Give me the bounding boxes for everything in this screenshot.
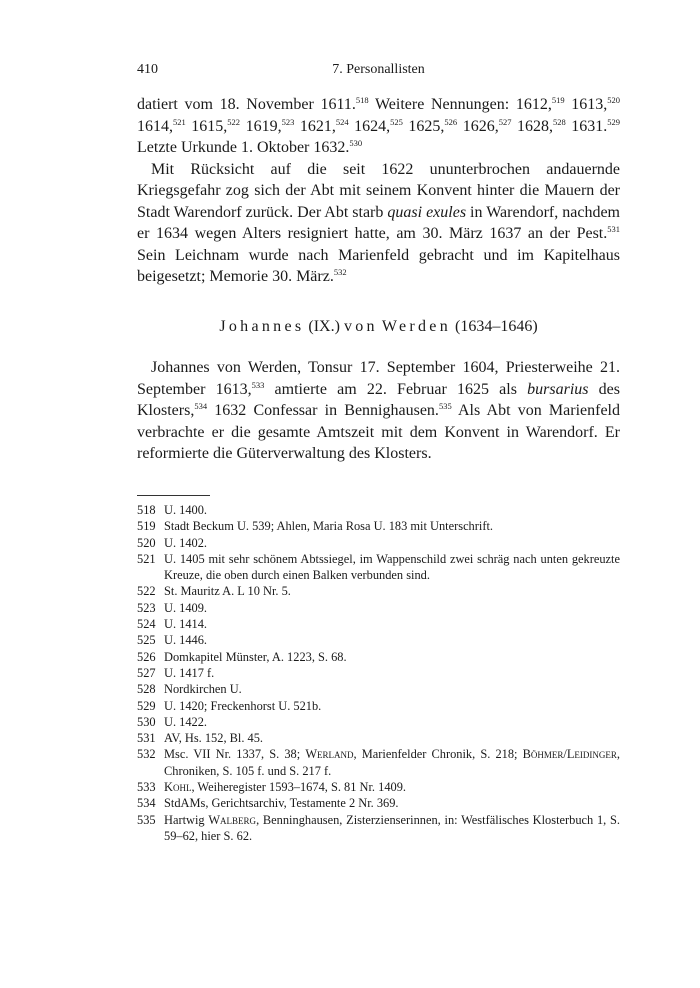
italic-term: bursarius: [527, 380, 589, 398]
footnote: [137, 665, 620, 681]
text-run: 1631.: [565, 117, 608, 135]
text-run: 1624,: [348, 117, 391, 135]
footnote-number: 520: [137, 535, 156, 550]
footnote: [137, 746, 620, 779]
text-run: Weitere Nennungen: 1612,: [368, 96, 552, 113]
text-run: Sein Leichnam wurde nach Marienfeld gebracht und im Kapitelhaus beigesetzt; Memorie 30. März.: [137, 246, 620, 285]
footnote-ref: 531: [607, 224, 620, 234]
footnote: [137, 535, 620, 551]
footnote-text: U. 1405 mit sehr schönem Abtssiegel, im Wappenschild zwei schräg nach unten gekreuzte Kreuze, die oben durch einen Balken verbunden sind.: [164, 551, 620, 583]
footnote: [137, 616, 620, 632]
paragraph-3: [137, 357, 620, 465]
italic-term: quasi exules: [387, 203, 467, 221]
footnote-text: St. Mauritz A. L 10 Nr. 5.: [164, 584, 291, 599]
text-run: , Weiheregister 1593–1674, S. 81 Nr. 1409.: [191, 780, 407, 795]
footnotes: [137, 502, 620, 844]
footnote: [137, 551, 620, 584]
footnote-number: 524: [137, 617, 156, 632]
text-run: Letzte Urkunde 1. Oktober 1632.: [137, 139, 350, 156]
footnote-ref: 520: [607, 95, 621, 105]
footnote-text: U. 1414.: [164, 617, 208, 632]
footnote-number: 535: [137, 812, 156, 827]
page-header: [137, 62, 620, 82]
text-run: Als Abt von Marienfeld verbrachte er die gesamte Amtszeit mit dem Konvent in Warendorf. Er reformierte die Güterverwaltung des Klosters.: [137, 402, 620, 462]
footnote: [137, 681, 620, 697]
footnote-text: U. 1420; Freckenhorst U. 521b.: [164, 698, 322, 713]
footnote-number: 534: [137, 796, 156, 811]
footnote-text: U. 1402.: [164, 535, 208, 550]
footnote-ref: 518: [355, 95, 369, 105]
footnote: [137, 632, 620, 648]
text-run: , Marienfelder Chronik, S. 218;: [353, 747, 523, 762]
footnote: [137, 502, 620, 518]
footnote-ref: 534: [194, 401, 208, 411]
footnote-number: 527: [137, 665, 156, 680]
footnote-number: 533: [137, 780, 156, 795]
footnote-divider: [137, 495, 210, 496]
text-run: in Warendorf, nachdem er 1634 wegen Alters resigniert hatte, am 30. März 1637 an der Pest.: [137, 203, 620, 242]
running-title: 7. Personallisten: [332, 62, 425, 77]
text-run: 1614,: [137, 117, 173, 135]
heading-surname: Werden: [381, 318, 451, 335]
footnote-number: 528: [137, 682, 156, 697]
footnote-number: 530: [137, 714, 156, 729]
footnote-ref: 526: [444, 116, 458, 127]
footnote-text: [164, 812, 620, 845]
footnote-text: U. 1400.: [164, 503, 208, 517]
footnote-number: 531: [137, 731, 156, 746]
author-name: Kohl: [164, 780, 192, 795]
footnote: [137, 730, 620, 746]
author-name: Walberg: [208, 812, 257, 827]
text-run: Mit Rücksicht auf die seit 1622 ununterbrochen andauernde Kriegsgefahr zog sich der Abt mit seinem Konvent hinter die Mauern der Stadt Warendorf zurück. Der Abt starb: [137, 160, 620, 221]
footnote-number: 521: [137, 551, 156, 566]
footnote-ref: 530: [349, 138, 363, 148]
footnote-ref: 528: [552, 116, 566, 127]
heading-name: Johannes: [219, 318, 305, 335]
footnote-text: [164, 779, 620, 795]
footnote: [137, 714, 620, 730]
footnote-text: AV, Hs. 152, Bl. 45.: [164, 731, 264, 746]
text-run: amtierte am 22. Februar 1625 als: [264, 380, 528, 398]
footnote: [137, 518, 620, 534]
footnote-text: Domkapitel Münster, A. 1223, S. 68.: [164, 649, 347, 664]
text-run: 1628,: [511, 117, 553, 135]
footnote-ref: 532: [333, 267, 347, 277]
footnote-number: 522: [137, 584, 156, 599]
text-run: 1632 Confessar in Bennighausen.: [207, 402, 439, 419]
footnote-number: 519: [137, 519, 156, 534]
footnote-ref: 533: [251, 379, 265, 390]
text-run: Msc. VII Nr. 1337, S. 38;: [164, 747, 306, 762]
page-number: 410: [137, 62, 158, 77]
footnote-number: 525: [137, 633, 156, 648]
footnote-ref: 524: [335, 116, 349, 127]
footnote: [137, 779, 620, 795]
footnote-ref: 519: [551, 95, 565, 105]
footnote-number: 518: [137, 503, 156, 517]
footnote-ref: 522: [227, 116, 241, 127]
text-run: des Klosters,: [137, 380, 621, 419]
author-name: Werland: [305, 747, 354, 762]
section-body: [137, 357, 620, 465]
footnote-ref: 523: [281, 116, 295, 127]
footnote-text: U. 1409.: [164, 600, 208, 615]
footnote-ref: 529: [607, 116, 620, 127]
footnote: [137, 812, 620, 845]
footnote: [137, 600, 620, 616]
text-run: 1621,: [294, 117, 336, 135]
paragraph-1: [137, 94, 620, 159]
footnote-text: Stadt Beckum U. 539; Ahlen, Maria Rosa U. 183 mit Unterschrift.: [164, 519, 493, 534]
heading-years: (1634–1646): [451, 318, 538, 335]
text-run: , Benninghausen, Zisterzienserinnen, in: Westfälisches Klosterbuch 1, S. 59–62, hier S. 62.: [164, 812, 621, 843]
footnote-ref: 527: [498, 116, 512, 127]
author-name: Böhmer/Leidinger: [522, 747, 617, 762]
footnote-number: 529: [137, 698, 156, 713]
heading-ordinal: (IX.): [304, 318, 344, 335]
footnote-number: 526: [137, 649, 156, 664]
footnote-text: U. 1417 f.: [164, 665, 215, 680]
footnote-ref: 521: [173, 116, 186, 127]
text-run: Hartwig: [164, 812, 209, 827]
footnote: [137, 649, 620, 665]
footnote-text: [164, 746, 620, 779]
text-run: 1615,: [185, 117, 228, 135]
section-heading: [137, 316, 620, 337]
footnote-number: 532: [137, 747, 156, 762]
footnote-ref: 535: [438, 401, 452, 411]
text-run: 1613,: [564, 96, 608, 113]
footnote: [137, 698, 620, 714]
text-run: Johannes von Werden, Tonsur 17. September 1604, Priesterweihe 21. September 1613,: [137, 359, 620, 398]
text-run: 1626,: [457, 117, 499, 135]
footnote-text: StdAMs, Gerichtsarchiv, Testamente 2 Nr. 369.: [164, 796, 399, 811]
paragraph-2: [137, 159, 620, 288]
footnote-text: Nordkirchen U.: [164, 682, 242, 697]
footnote-text: U. 1446.: [164, 633, 208, 648]
footnote-number: 523: [137, 600, 156, 615]
footnote: [137, 583, 620, 599]
footnote-text: U. 1422.: [164, 714, 208, 729]
heading-particle: von: [343, 318, 378, 335]
body-text: [137, 94, 620, 288]
text-run: 1625,: [402, 117, 445, 135]
text-run: 1619,: [240, 117, 282, 135]
footnote: [137, 795, 620, 811]
text-run: datiert vom 18. November 1611.: [137, 96, 356, 113]
footnote-ref: 525: [390, 116, 403, 127]
text-run: , Chroniken, S. 105 f. und S. 217 f.: [164, 747, 620, 778]
